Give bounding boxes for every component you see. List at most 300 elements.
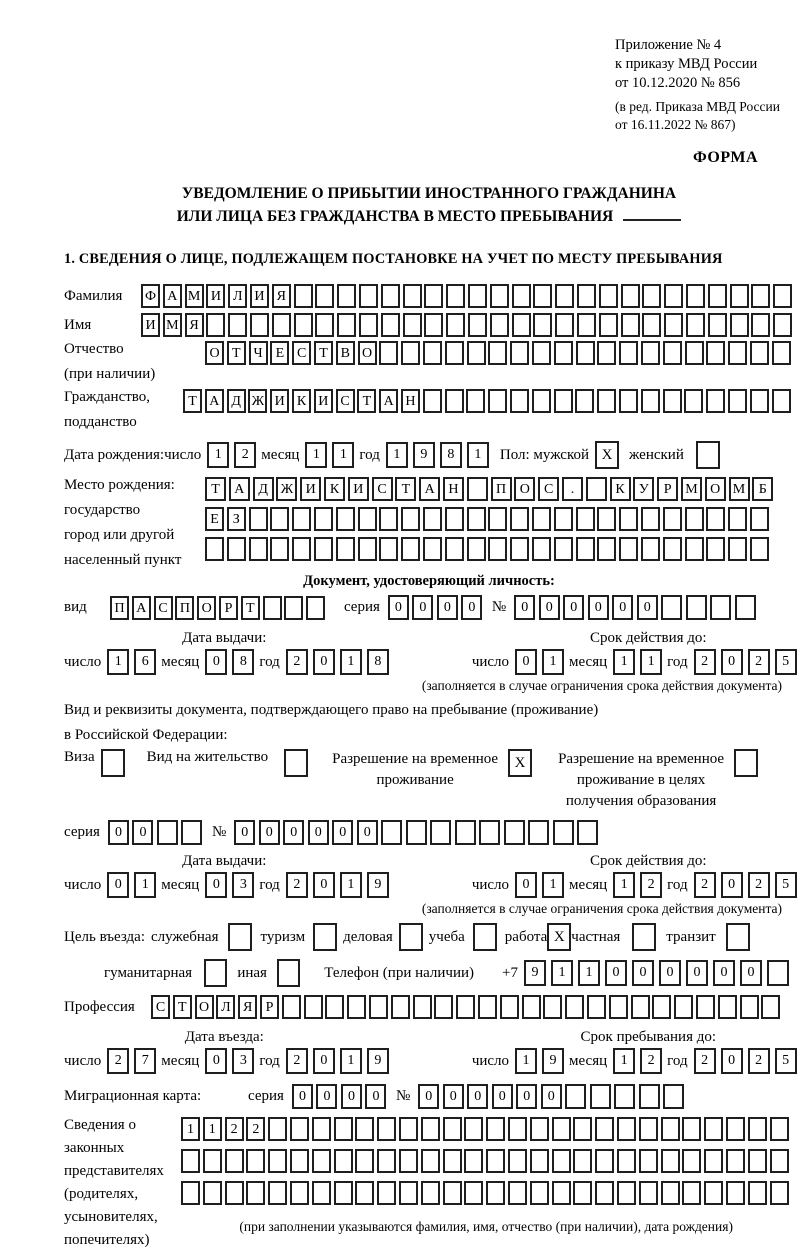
char-cell[interactable] [290, 1181, 309, 1205]
char-cell[interactable] [488, 341, 507, 365]
char-cell[interactable]: М [163, 313, 182, 337]
char-cell[interactable]: 0 [721, 872, 743, 898]
char-cell[interactable]: Б [752, 477, 773, 501]
char-cell[interactable] [577, 313, 596, 337]
char-cell[interactable] [377, 1117, 396, 1141]
char-cell[interactable] [377, 1181, 396, 1205]
char-cell[interactable]: 0 [686, 960, 708, 986]
char-cell[interactable] [510, 507, 529, 531]
char-cell[interactable] [312, 1181, 331, 1205]
char-cell[interactable]: И [348, 477, 369, 501]
char-cell[interactable] [530, 1149, 549, 1173]
char-cell[interactable]: 0 [316, 1084, 337, 1109]
char-cell[interactable]: К [610, 477, 631, 501]
char-cell[interactable]: Т [183, 389, 202, 413]
char-cell[interactable]: С [151, 995, 170, 1019]
char-cell[interactable] [631, 995, 650, 1019]
char-cell[interactable]: Л [228, 284, 247, 308]
char-cell[interactable]: 0 [437, 595, 458, 620]
char-cell[interactable] [770, 1149, 789, 1173]
char-cell[interactable]: 1 [542, 649, 564, 675]
char-cell[interactable]: Я [272, 284, 291, 308]
char-cell[interactable]: Т [227, 341, 246, 365]
char-cell[interactable] [577, 284, 596, 308]
char-cell[interactable] [381, 284, 400, 308]
char-cell[interactable]: Р [219, 596, 238, 620]
char-cell[interactable] [430, 820, 451, 845]
char-cell[interactable]: 3 [232, 1048, 254, 1074]
char-cell[interactable]: 9 [367, 1048, 389, 1074]
char-cell[interactable] [292, 507, 311, 531]
char-cell[interactable]: 0 [740, 960, 762, 986]
char-cell[interactable] [456, 995, 475, 1019]
char-cell[interactable] [595, 1181, 614, 1205]
char-cell[interactable] [268, 1149, 287, 1173]
char-cell[interactable] [685, 537, 704, 561]
char-cell[interactable]: 3 [232, 872, 254, 898]
char-cell[interactable] [510, 341, 529, 365]
char-cell[interactable] [282, 995, 301, 1019]
char-cell[interactable] [359, 284, 378, 308]
char-cell[interactable]: 0 [107, 872, 129, 898]
char-cell[interactable] [706, 507, 725, 531]
char-cell[interactable] [532, 537, 551, 561]
sex-male-checkbox[interactable]: X [595, 441, 619, 469]
char-cell[interactable] [617, 1149, 636, 1173]
char-cell[interactable] [249, 537, 268, 561]
purpose-humanitarian-checkbox[interactable] [204, 959, 227, 987]
char-cell[interactable] [445, 537, 464, 561]
purpose-work-checkbox[interactable]: X [547, 923, 571, 951]
char-cell[interactable]: 2 [286, 649, 308, 675]
char-cell[interactable] [467, 477, 488, 501]
char-cell[interactable] [423, 341, 442, 365]
char-cell[interactable] [696, 995, 715, 1019]
char-cell[interactable] [510, 389, 529, 413]
char-cell[interactable]: 0 [443, 1084, 464, 1109]
char-cell[interactable]: И [314, 389, 333, 413]
char-cell[interactable]: М [729, 477, 750, 501]
char-cell[interactable] [423, 537, 442, 561]
char-cell[interactable] [406, 820, 427, 845]
char-cell[interactable] [770, 1181, 789, 1205]
char-cell[interactable]: 2 [286, 872, 308, 898]
char-cell[interactable] [532, 389, 551, 413]
char-cell[interactable]: 0 [632, 960, 654, 986]
char-cell[interactable]: Т [241, 596, 260, 620]
char-cell[interactable] [466, 389, 485, 413]
char-cell[interactable] [358, 537, 377, 561]
char-cell[interactable] [445, 341, 464, 365]
char-cell[interactable] [704, 1117, 723, 1141]
char-cell[interactable] [486, 1181, 505, 1205]
char-cell[interactable] [403, 284, 422, 308]
char-cell[interactable]: 6 [134, 649, 156, 675]
char-cell[interactable]: 1 [640, 649, 662, 675]
char-cell[interactable] [268, 1117, 287, 1141]
char-cell[interactable]: 0 [313, 649, 335, 675]
char-cell[interactable] [504, 820, 525, 845]
char-cell[interactable]: 1 [613, 872, 635, 898]
char-cell[interactable] [508, 1149, 527, 1173]
char-cell[interactable] [464, 1117, 483, 1141]
char-cell[interactable] [421, 1149, 440, 1173]
char-cell[interactable] [751, 284, 770, 308]
char-cell[interactable] [639, 1181, 658, 1205]
char-cell[interactable] [642, 313, 661, 337]
char-cell[interactable] [403, 313, 422, 337]
char-cell[interactable] [761, 995, 780, 1019]
char-cell[interactable]: 9 [524, 960, 546, 986]
char-cell[interactable] [641, 507, 660, 531]
char-cell[interactable] [554, 507, 573, 531]
char-cell[interactable] [661, 1149, 680, 1173]
char-cell[interactable] [595, 1117, 614, 1141]
char-cell[interactable] [573, 1149, 592, 1173]
char-cell[interactable] [443, 1117, 462, 1141]
char-cell[interactable]: 0 [467, 1084, 488, 1109]
char-cell[interactable] [423, 389, 442, 413]
char-cell[interactable] [490, 284, 509, 308]
char-cell[interactable] [597, 537, 616, 561]
char-cell[interactable]: 1 [467, 442, 489, 468]
char-cell[interactable] [726, 1149, 745, 1173]
char-cell[interactable] [664, 313, 683, 337]
char-cell[interactable] [773, 284, 792, 308]
char-cell[interactable] [369, 995, 388, 1019]
char-cell[interactable]: А [379, 389, 398, 413]
char-cell[interactable] [181, 1181, 200, 1205]
char-cell[interactable]: 2 [694, 1048, 716, 1074]
char-cell[interactable]: 0 [492, 1084, 513, 1109]
char-cell[interactable]: 0 [515, 872, 537, 898]
char-cell[interactable]: 0 [132, 820, 153, 845]
char-cell[interactable]: 1 [332, 442, 354, 468]
char-cell[interactable] [443, 1149, 462, 1173]
char-cell[interactable] [337, 284, 356, 308]
purpose-transit-checkbox[interactable] [726, 923, 750, 951]
char-cell[interactable]: Е [205, 507, 224, 531]
char-cell[interactable]: 1 [515, 1048, 537, 1074]
char-cell[interactable] [488, 389, 507, 413]
char-cell[interactable] [181, 820, 202, 845]
char-cell[interactable]: Д [253, 477, 274, 501]
char-cell[interactable] [706, 537, 725, 561]
char-cell[interactable] [510, 537, 529, 561]
char-cell[interactable] [586, 477, 607, 501]
char-cell[interactable] [268, 1181, 287, 1205]
char-cell[interactable]: 0 [341, 1084, 362, 1109]
char-cell[interactable]: И [206, 284, 225, 308]
char-cell[interactable]: О [705, 477, 726, 501]
char-cell[interactable] [750, 389, 769, 413]
char-cell[interactable] [552, 1117, 571, 1141]
char-cell[interactable]: О [197, 596, 216, 620]
char-cell[interactable] [576, 537, 595, 561]
char-cell[interactable] [750, 537, 769, 561]
char-cell[interactable]: С [154, 596, 173, 620]
char-cell[interactable] [639, 1117, 658, 1141]
char-cell[interactable]: 9 [367, 872, 389, 898]
char-cell[interactable] [337, 313, 356, 337]
char-cell[interactable] [478, 995, 497, 1019]
char-cell[interactable] [663, 1084, 684, 1109]
char-cell[interactable]: О [205, 341, 224, 365]
char-cell[interactable]: Д [227, 389, 246, 413]
char-cell[interactable] [464, 1149, 483, 1173]
char-cell[interactable]: 0 [612, 595, 633, 620]
char-cell[interactable] [424, 284, 443, 308]
char-cell[interactable] [528, 820, 549, 845]
char-cell[interactable] [413, 995, 432, 1019]
char-cell[interactable] [250, 313, 269, 337]
char-cell[interactable]: 1 [134, 872, 156, 898]
char-cell[interactable]: А [205, 389, 224, 413]
temp-residence-education-checkbox[interactable] [734, 749, 758, 777]
char-cell[interactable] [661, 1181, 680, 1205]
char-cell[interactable] [576, 341, 595, 365]
char-cell[interactable]: 1 [181, 1117, 200, 1141]
char-cell[interactable] [554, 341, 573, 365]
char-cell[interactable] [555, 313, 574, 337]
char-cell[interactable]: 0 [588, 595, 609, 620]
char-cell[interactable]: 0 [205, 1048, 227, 1074]
char-cell[interactable] [609, 995, 628, 1019]
char-cell[interactable] [619, 537, 638, 561]
char-cell[interactable] [312, 1117, 331, 1141]
char-cell[interactable] [621, 313, 640, 337]
char-cell[interactable]: 2 [286, 1048, 308, 1074]
char-cell[interactable] [597, 341, 616, 365]
char-cell[interactable] [576, 507, 595, 531]
char-cell[interactable]: 1 [551, 960, 573, 986]
char-cell[interactable] [249, 507, 268, 531]
char-cell[interactable] [735, 595, 756, 620]
char-cell[interactable]: Н [401, 389, 420, 413]
char-cell[interactable] [532, 507, 551, 531]
char-cell[interactable] [590, 1084, 611, 1109]
char-cell[interactable]: А [132, 596, 151, 620]
char-cell[interactable] [312, 1149, 331, 1173]
char-cell[interactable] [533, 313, 552, 337]
char-cell[interactable] [246, 1181, 265, 1205]
char-cell[interactable]: 1 [613, 1048, 635, 1074]
char-cell[interactable] [421, 1181, 440, 1205]
char-cell[interactable] [391, 995, 410, 1019]
char-cell[interactable] [355, 1117, 374, 1141]
char-cell[interactable]: И [270, 389, 289, 413]
char-cell[interactable] [467, 507, 486, 531]
char-cell[interactable] [306, 596, 325, 620]
char-cell[interactable]: 0 [713, 960, 735, 986]
visa-checkbox[interactable] [101, 749, 125, 777]
char-cell[interactable] [641, 341, 660, 365]
char-cell[interactable]: 0 [234, 820, 255, 845]
char-cell[interactable]: 0 [721, 1048, 743, 1074]
char-cell[interactable]: 1 [386, 442, 408, 468]
char-cell[interactable] [641, 389, 660, 413]
char-cell[interactable] [455, 820, 476, 845]
char-cell[interactable] [355, 1181, 374, 1205]
char-cell[interactable] [468, 313, 487, 337]
char-cell[interactable]: . [562, 477, 583, 501]
char-cell[interactable] [270, 507, 289, 531]
char-cell[interactable] [227, 537, 246, 561]
char-cell[interactable] [619, 507, 638, 531]
char-cell[interactable] [641, 537, 660, 561]
char-cell[interactable] [770, 1117, 789, 1141]
char-cell[interactable] [399, 1181, 418, 1205]
char-cell[interactable] [401, 507, 420, 531]
char-cell[interactable] [381, 820, 402, 845]
char-cell[interactable]: Ж [248, 389, 267, 413]
char-cell[interactable]: 0 [659, 960, 681, 986]
char-cell[interactable] [446, 313, 465, 337]
char-cell[interactable] [706, 341, 725, 365]
char-cell[interactable]: 0 [539, 595, 560, 620]
char-cell[interactable] [508, 1117, 527, 1141]
char-cell[interactable] [443, 1181, 462, 1205]
char-cell[interactable] [379, 507, 398, 531]
char-cell[interactable] [445, 389, 464, 413]
char-cell[interactable]: 2 [748, 1048, 770, 1074]
char-cell[interactable]: 0 [388, 595, 409, 620]
char-cell[interactable]: О [514, 477, 535, 501]
char-cell[interactable] [621, 284, 640, 308]
char-cell[interactable] [292, 537, 311, 561]
char-cell[interactable] [728, 341, 747, 365]
char-cell[interactable]: Н [443, 477, 464, 501]
char-cell[interactable] [512, 284, 531, 308]
char-cell[interactable]: 0 [721, 649, 743, 675]
residence-permit-checkbox[interactable] [284, 749, 308, 777]
char-cell[interactable] [664, 284, 683, 308]
char-cell[interactable]: С [538, 477, 559, 501]
char-cell[interactable] [532, 341, 551, 365]
char-cell[interactable] [663, 389, 682, 413]
char-cell[interactable] [718, 995, 737, 1019]
char-cell[interactable] [401, 537, 420, 561]
char-cell[interactable]: 2 [234, 442, 256, 468]
purpose-other-checkbox[interactable] [277, 959, 300, 987]
char-cell[interactable] [486, 1149, 505, 1173]
char-cell[interactable] [661, 595, 682, 620]
char-cell[interactable] [270, 537, 289, 561]
char-cell[interactable] [488, 537, 507, 561]
char-cell[interactable] [617, 1181, 636, 1205]
char-cell[interactable] [543, 995, 562, 1019]
char-cell[interactable]: У [633, 477, 654, 501]
char-cell[interactable]: Ч [249, 341, 268, 365]
char-cell[interactable] [661, 1117, 680, 1141]
char-cell[interactable]: М [681, 477, 702, 501]
char-cell[interactable]: 1 [340, 872, 362, 898]
char-cell[interactable] [203, 1181, 222, 1205]
char-cell[interactable]: А [419, 477, 440, 501]
char-cell[interactable] [290, 1149, 309, 1173]
char-cell[interactable] [358, 507, 377, 531]
char-cell[interactable] [530, 1117, 549, 1141]
char-cell[interactable] [573, 1181, 592, 1205]
char-cell[interactable]: С [372, 477, 393, 501]
char-cell[interactable] [205, 537, 224, 561]
char-cell[interactable] [464, 1181, 483, 1205]
char-cell[interactable]: 5 [775, 649, 797, 675]
char-cell[interactable]: 0 [563, 595, 584, 620]
char-cell[interactable] [377, 1149, 396, 1173]
char-cell[interactable] [314, 507, 333, 531]
char-cell[interactable]: 8 [367, 649, 389, 675]
char-cell[interactable]: 0 [418, 1084, 439, 1109]
char-cell[interactable] [682, 1181, 701, 1205]
char-cell[interactable] [552, 1149, 571, 1173]
char-cell[interactable] [554, 389, 573, 413]
char-cell[interactable] [552, 1181, 571, 1205]
char-cell[interactable] [294, 313, 313, 337]
char-cell[interactable]: П [175, 596, 194, 620]
char-cell[interactable]: 0 [259, 820, 280, 845]
char-cell[interactable] [315, 284, 334, 308]
char-cell[interactable]: О [195, 995, 214, 1019]
char-cell[interactable]: Ж [276, 477, 297, 501]
char-cell[interactable] [421, 1117, 440, 1141]
char-cell[interactable] [652, 995, 671, 1019]
char-cell[interactable] [553, 820, 574, 845]
char-cell[interactable] [772, 389, 791, 413]
char-cell[interactable] [334, 1117, 353, 1141]
char-cell[interactable]: 0 [205, 872, 227, 898]
char-cell[interactable] [500, 995, 519, 1019]
char-cell[interactable]: 0 [605, 960, 627, 986]
char-cell[interactable]: Я [185, 313, 204, 337]
char-cell[interactable] [686, 284, 705, 308]
char-cell[interactable] [597, 507, 616, 531]
char-cell[interactable] [325, 995, 344, 1019]
char-cell[interactable] [682, 1149, 701, 1173]
char-cell[interactable] [726, 1181, 745, 1205]
char-cell[interactable] [225, 1149, 244, 1173]
char-cell[interactable] [304, 995, 323, 1019]
char-cell[interactable] [401, 341, 420, 365]
purpose-service-checkbox[interactable] [228, 923, 252, 951]
char-cell[interactable] [619, 389, 638, 413]
char-cell[interactable] [315, 313, 334, 337]
char-cell[interactable] [685, 507, 704, 531]
char-cell[interactable]: 0 [283, 820, 304, 845]
char-cell[interactable]: 0 [515, 649, 537, 675]
char-cell[interactable] [750, 507, 769, 531]
char-cell[interactable] [284, 596, 303, 620]
char-cell[interactable] [294, 284, 313, 308]
char-cell[interactable] [748, 1149, 767, 1173]
char-cell[interactable] [446, 284, 465, 308]
char-cell[interactable] [379, 341, 398, 365]
char-cell[interactable] [468, 284, 487, 308]
char-cell[interactable] [272, 313, 291, 337]
char-cell[interactable]: 5 [775, 872, 797, 898]
char-cell[interactable] [708, 284, 727, 308]
char-cell[interactable]: 1 [542, 872, 564, 898]
char-cell[interactable]: А [163, 284, 182, 308]
char-cell[interactable] [512, 313, 531, 337]
char-cell[interactable] [573, 1117, 592, 1141]
char-cell[interactable]: 0 [637, 595, 658, 620]
char-cell[interactable] [767, 960, 789, 986]
char-cell[interactable]: 0 [313, 872, 335, 898]
char-cell[interactable] [445, 507, 464, 531]
char-cell[interactable]: Е [270, 341, 289, 365]
char-cell[interactable]: Р [657, 477, 678, 501]
